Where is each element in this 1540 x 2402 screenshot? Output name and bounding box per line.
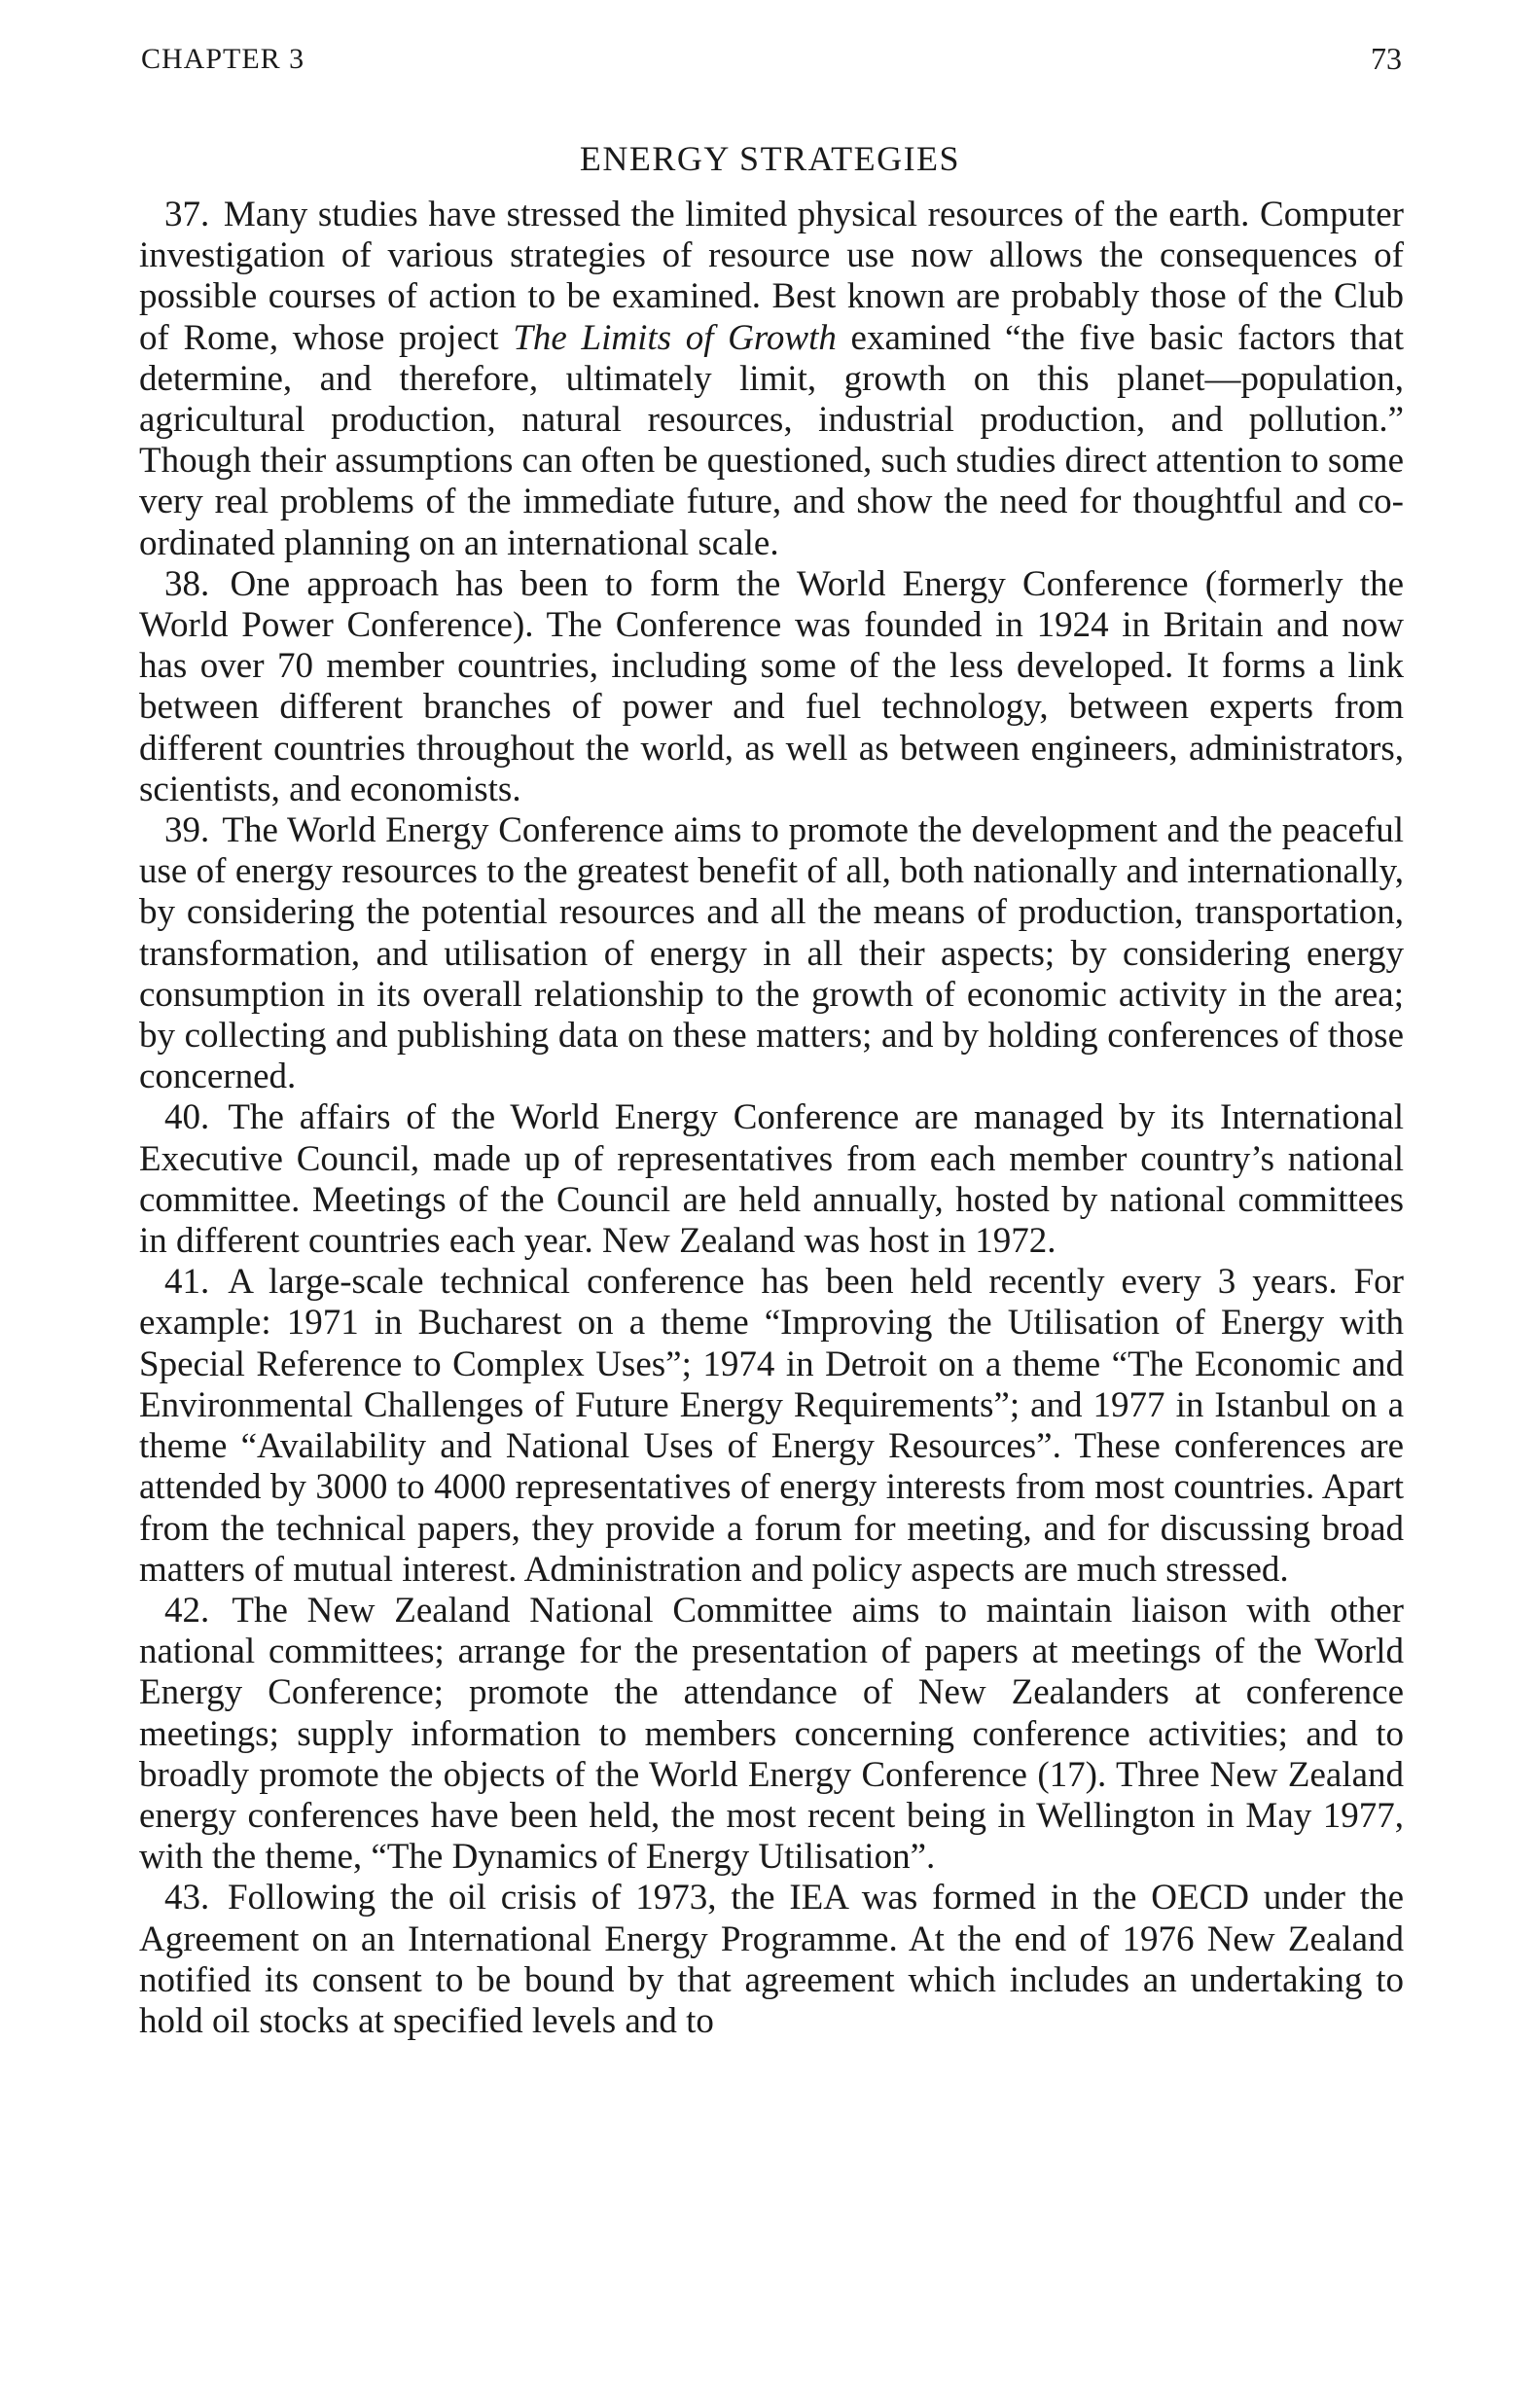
paragraph-40 [139, 1097, 1404, 1262]
paragraph-text: A large-scale technical conference has been held recently every 3 years. For example: 1971 in Bucharest on a theme “Improving the Utilisation of Energy with Special Reference to Complex Uses”; 1974 in Detroit on a theme “The Economic and Environmental Challenges of Future Energy Requirements”; and 1977 in Istanbul on a theme “Availability and National Uses of Energy Resources”. These conferences are attended by 3000 to 4000 representatives of energy interests from most countries. Apart from the technical papers, they provide a forum for meeting, and for discussing broad matters of mutual interest. Administration and policy aspects are much stressed. [139, 1262, 1404, 1590]
page-number: 73 [1371, 41, 1402, 76]
paragraph-number: 37. [164, 195, 210, 234]
paragraph-number: 43. [164, 1878, 210, 1918]
paragraph-text: The New Zealand National Committee aims to maintain liaison with other national committees; arrange for the presentation of papers at meetings of the World Energy Conference; promote the attendance of New Zealanders at conference meetings; supply information to members concerning conference activities; and to broadly promote the objects of the World Energy Conference (17). Three New Zealand energy conferences have been held, the most recent being in Wellington in May 1977, with the theme, “The Dynamics of Energy Utilisation”. [139, 1590, 1404, 1878]
chapter-running-head: CHAPTER 3 [141, 43, 305, 75]
paragraph-38 [139, 564, 1404, 810]
paragraph-number: 40. [164, 1097, 210, 1138]
paragraph-number: 39. [164, 810, 210, 851]
paragraph-text: The World Energy Conference aims to promote the development and the peaceful use of energy resources to the greatest benefit of all, both nationally and internationally, by considering the potential resources and all the means of production, transportation, transformation, and utilisation of energy in all their aspects; by considering energy consumption in its overall relationship to the growth of economic activity in the area; by collecting and publishing data on these matters; and by holding conferences of those concerned. [139, 810, 1404, 1097]
paragraph-number: 42. [164, 1590, 210, 1631]
paragraph-text: examined “the five basic factors that determine, and therefore, ultimately limit, growth on this planet—population, agricultural production, natural resources, industrial production, and pollution.” Though their assumptions can often be questioned, such studies direct attention to some very real problems of the immediate future, and show the need for thoughtful and co-ordinated planning on an international scale. [139, 317, 1404, 563]
paragraph-text: One approach has been to form the World Energy Conference (formerly the World Power Conference). The Conference was founded in 1924 in Britain and now has over 70 member countries, including some of the less developed. It forms a link between different branches of power and fuel technology, between experts from different countries throughout the world, as well as between engineers, administrators, scientists, and economists. [139, 563, 1404, 809]
body-text [139, 195, 1404, 2042]
book-title: The Limits of Growth [513, 317, 837, 358]
section-heading: ENERGY STRATEGIES [579, 139, 961, 178]
paragraph-number: 38. [164, 563, 210, 604]
paragraph-text: Following the oil crisis of 1973, the IEA was formed in the OECD under the Agreement on an International Energy Programme. At the end of 1976 New Zealand notified its consent to be bound by that agreement which includes an undertaking to hold oil stocks at specified levels and to [139, 1878, 1404, 2041]
paragraph-43 [139, 1878, 1404, 2042]
paragraph-42 [139, 1591, 1404, 1878]
paragraph-41 [139, 1262, 1404, 1591]
paragraph-37 [139, 195, 1404, 564]
paragraph-number: 41. [164, 1262, 210, 1303]
paragraph-text: Many studies have stressed the limited physical resources of the earth. Computer investigation of various strategies of resource use now allows the consequences of possible courses of action to be examined. Best known are probably those of the Club of Rome, whose project [139, 195, 1405, 358]
paragraph-text: The affairs of the World Energy Conference are managed by its International Executive Council, made up of representatives from each member country’s national committee. Meetings of the Council are held annually, hosted by national committees in different countries each year. New Zealand was host in 1972. [139, 1097, 1404, 1262]
paragraph-39 [139, 810, 1404, 1097]
